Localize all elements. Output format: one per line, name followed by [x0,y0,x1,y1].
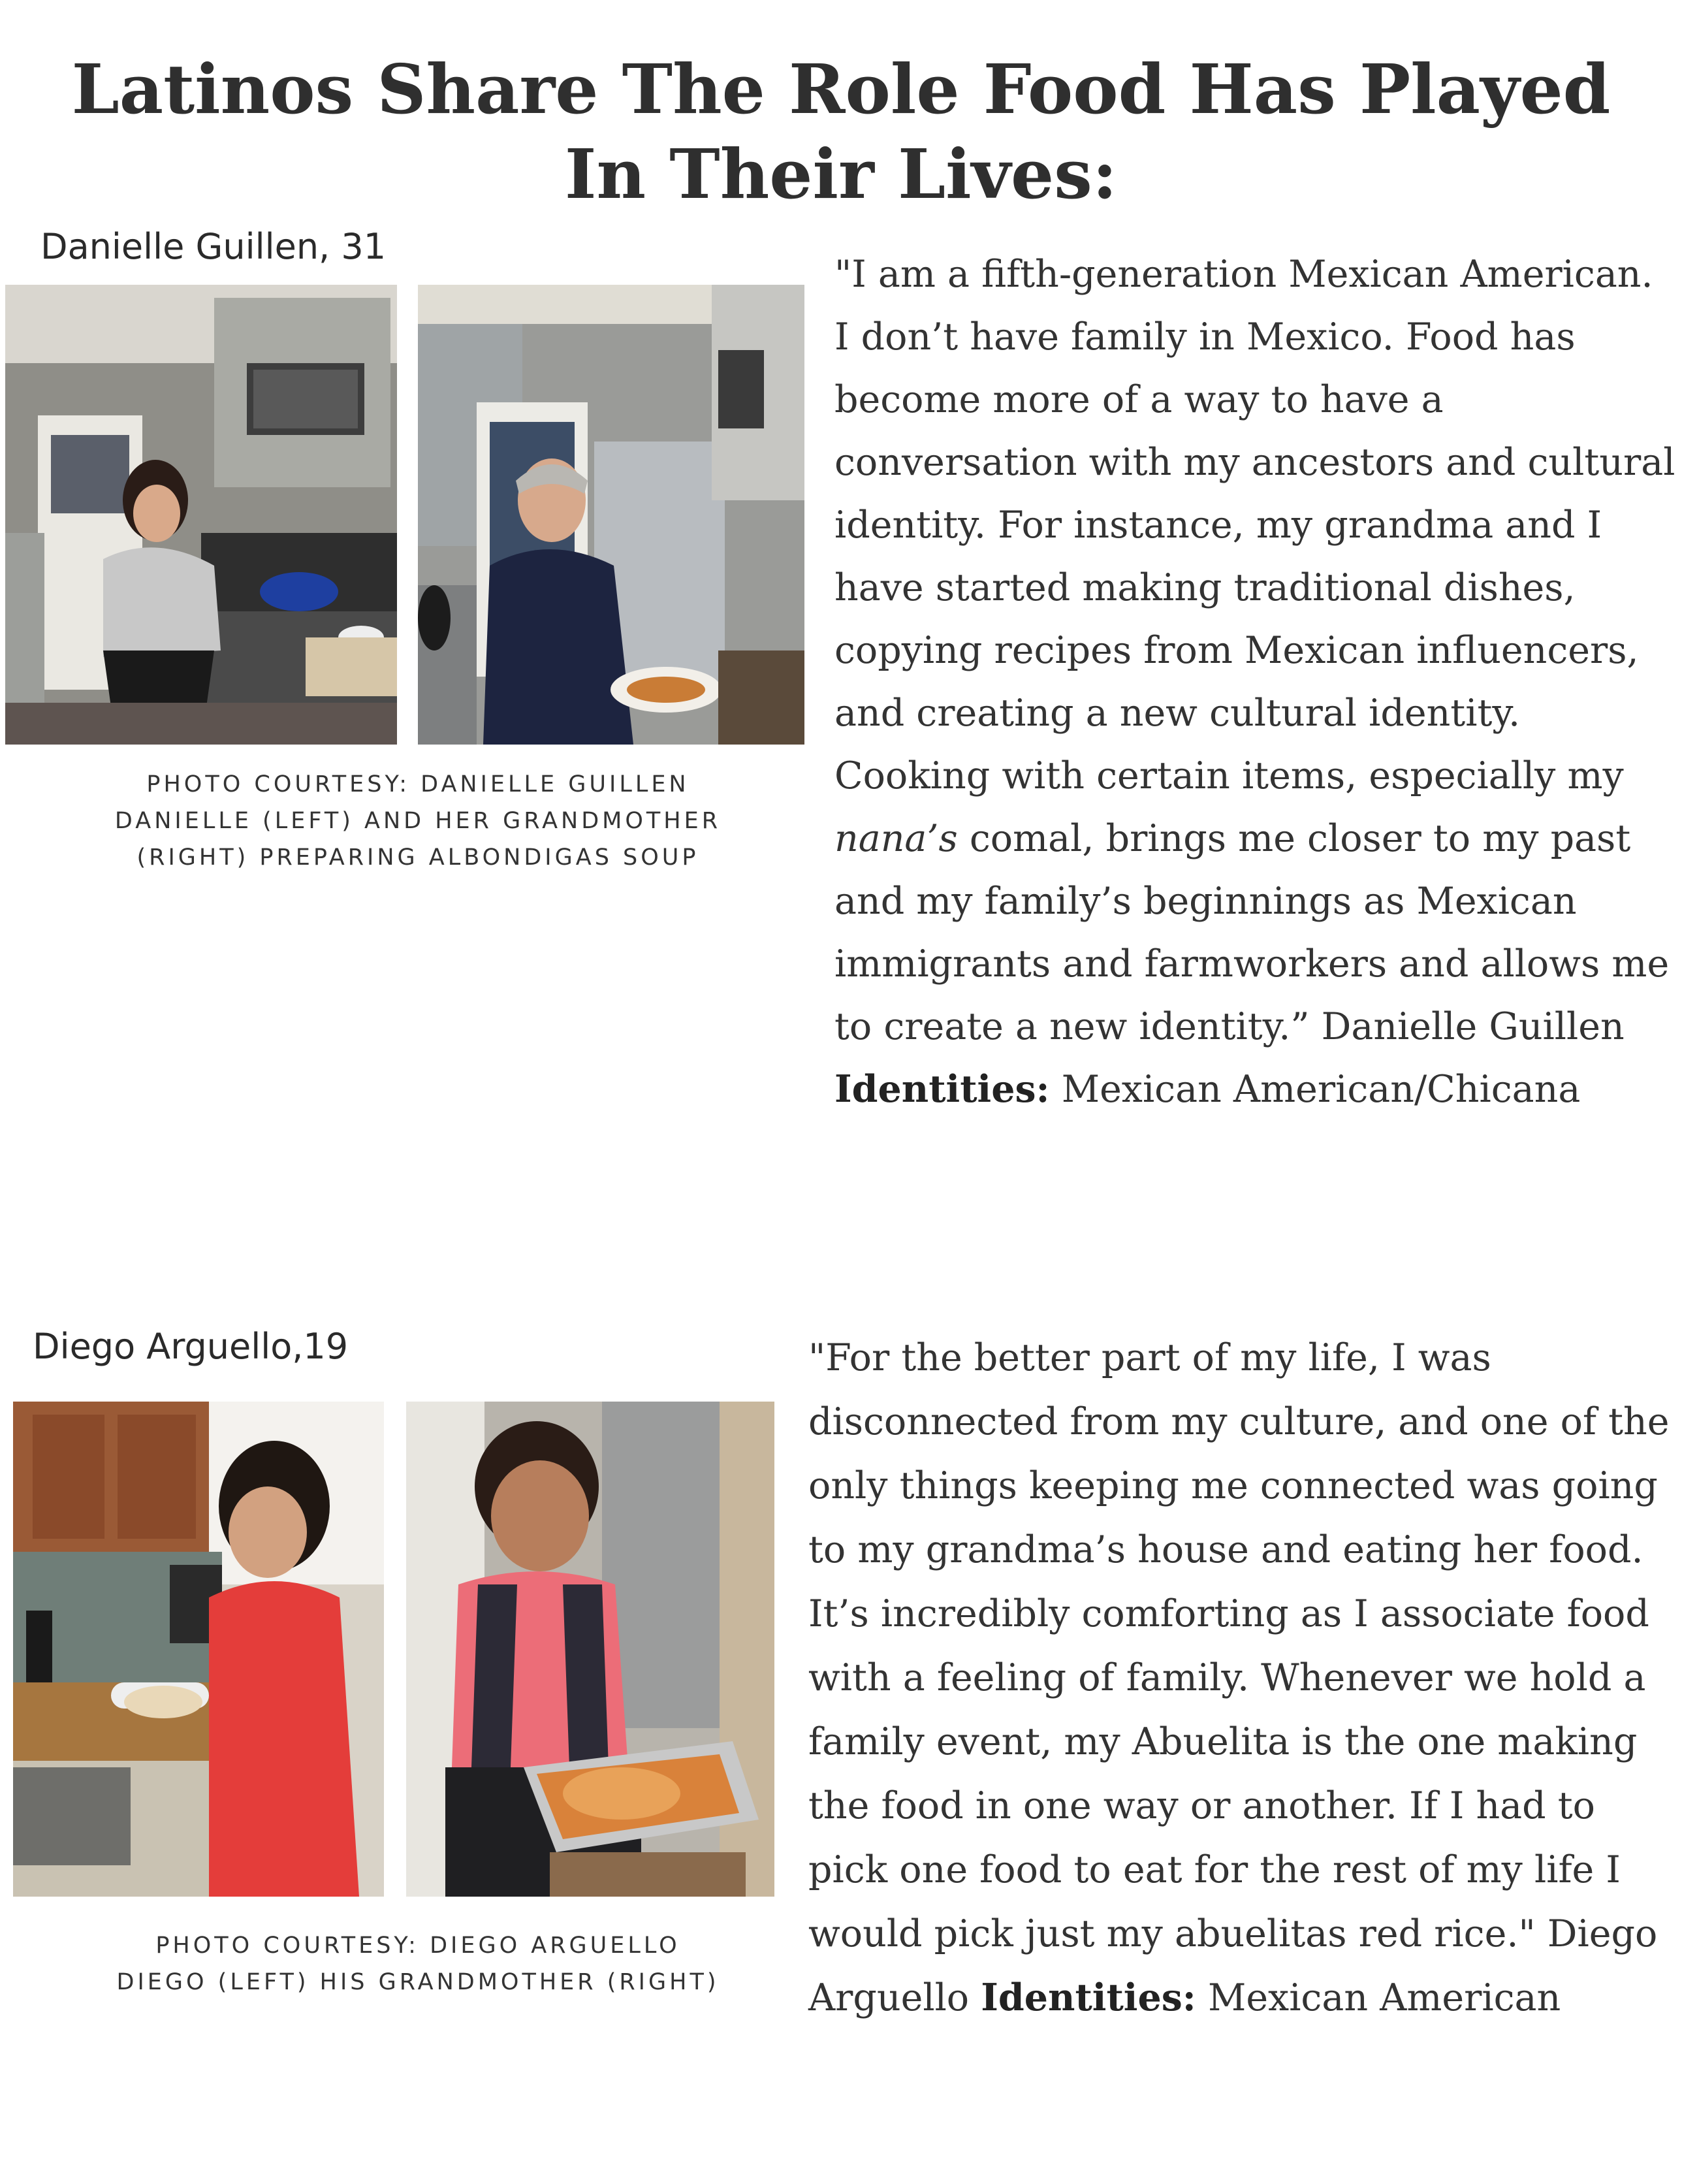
caption-line: PHOTO COURTESY: DIEGO ARGUELLO [155,1933,680,1959]
quote-diego [808,1326,1677,2030]
kitchen-photo-illustration [418,285,804,745]
photo-danielle-cooking [5,285,397,745]
photo-diego-cooking [13,1402,384,1897]
identities-value: Mexican American [1196,1976,1561,2019]
kitchen-photo-illustration [13,1402,384,1897]
profile-name-diego: Diego Arguello,19 [33,1326,349,1367]
quote-emphasis: nana’s [834,817,958,860]
photo-caption-danielle [85,766,751,876]
quote-text: "For the better part of my life, I was disconnected from my culture, and one of the only things keeping me connected was going to my grandma’s house and eating her food. It’s incredibly comforting as I associate food with a feeling of family. Whenever we hold a family event, my Abuelita is the one making the food in one way or another. If I had to pick one food to eat for the rest of my life I would pick just my abuelitas red rice." Diego Arguello [808,1336,1670,2019]
photo-danielle-grandmother [418,285,804,745]
quote-text: comal, brings me closer to my past and my family’s beginnings as Mexican immigrants and farmworkers and allows me to create a new identity.” Danielle Guillen [834,817,1670,1048]
kitchen-photo-illustration [5,285,397,745]
identities-value: Mexican American/Chicana [1049,1068,1581,1111]
caption-line: DANIELLE (LEFT) AND HER GRANDMOTHER [114,808,722,834]
profile-name-danielle: Danielle Guillen, 31 [40,226,387,267]
identities-label: Identities: [981,1976,1196,2019]
caption-line: PHOTO COURTESY: DANIELLE GUILLEN [146,771,690,797]
quote-text: "I am a fifth-generation Mexican American. I don’t have family in Mexico. Food has become more of a way to have a conversation with my ancestors and cultural identity. For instance, my grandma and I have started making traditional dishes, copying recipes from Mexican influencers, and creating a new cultural identity. Cooking with certain items, especially my [834,253,1675,797]
kitchen-photo-illustration [406,1402,774,1897]
identities-label: Identities: [834,1067,1050,1111]
caption-line: (RIGHT) PREPARING ALBONDIGAS SOUP [136,844,699,871]
quote-danielle [834,243,1677,1121]
photo-caption-diego [78,1927,757,2000]
page-title: Latinos Share The Role Food Has Played In Their Lives: [71,49,1611,214]
photo-diego-grandmother [406,1402,774,1897]
caption-line: DIEGO (LEFT) HIS GRANDMOTHER (RIGHT) [116,1969,720,1995]
